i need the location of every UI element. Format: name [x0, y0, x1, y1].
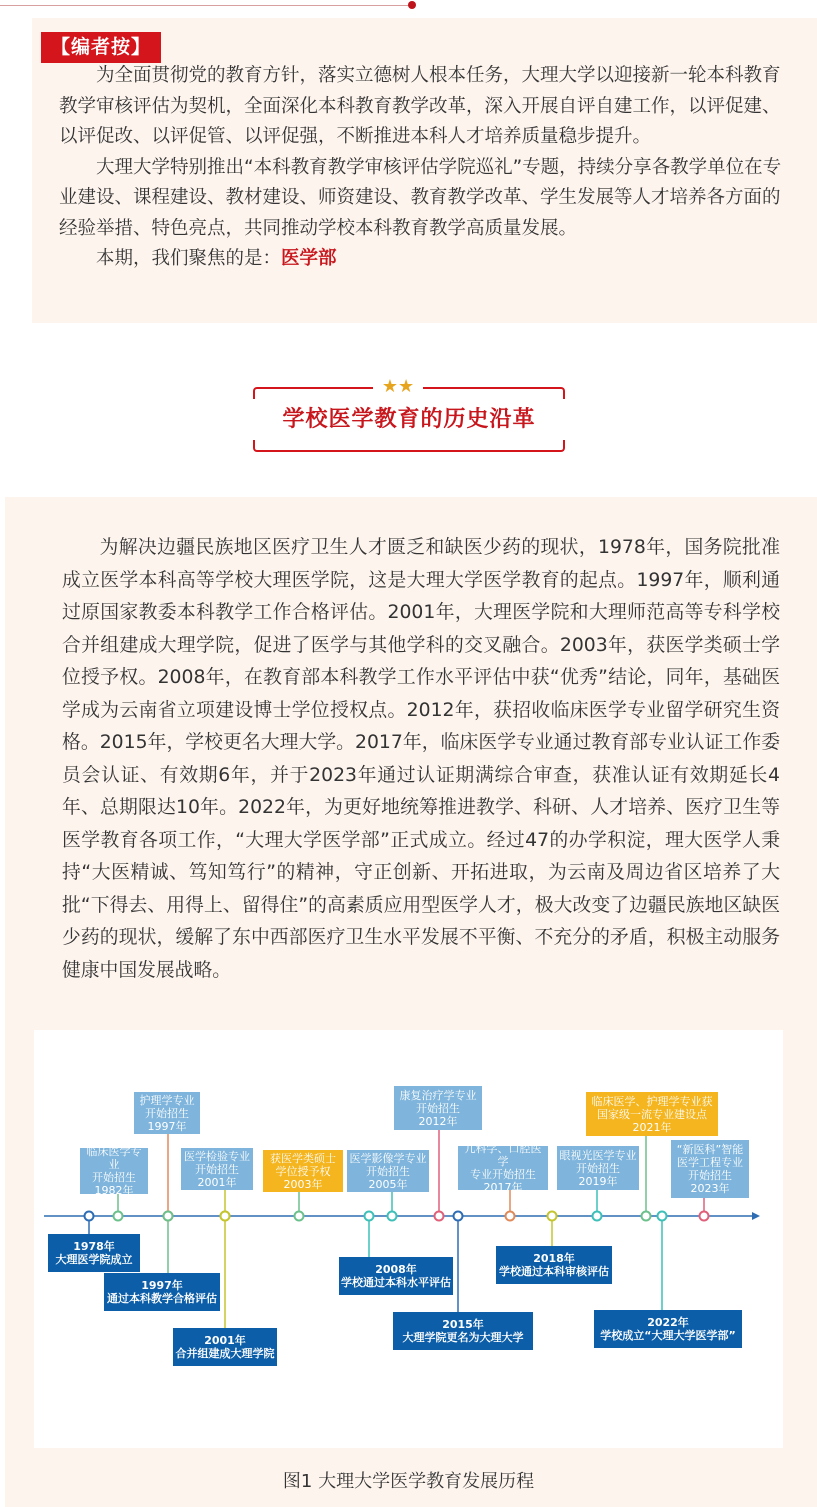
timeline-node [388, 1212, 397, 1221]
heading-frame-bottom [253, 440, 565, 452]
timeline-label-line: 开始招生 [145, 1106, 189, 1120]
timeline-node [164, 1212, 173, 1221]
timeline-label-line: 2001年 [197, 1175, 237, 1189]
timeline-label-line: 临床医学、护理学专业获 [591, 1094, 713, 1108]
timeline-lower-label [48, 1234, 140, 1272]
figure-caption: 图1 大理大学医学教育发展历程 [282, 1471, 535, 1492]
timeline-label-line: 眼视光医学专业 [559, 1148, 637, 1162]
timeline-arrow-icon [752, 1212, 760, 1220]
timeline-node [454, 1212, 463, 1221]
timeline-label-line: 2003年 [283, 1177, 323, 1191]
timeline-upper-label [394, 1086, 482, 1130]
top-divider-line [0, 5, 412, 6]
timeline-upper-label [347, 1150, 429, 1192]
timeline-label-line: 1982年 [94, 1184, 134, 1197]
timeline-upper-label [557, 1146, 639, 1190]
editor-note-text [59, 61, 797, 275]
timeline-label-line: 2023年 [690, 1182, 730, 1195]
timeline-label-line: 儿科学、口腔医学 [464, 1142, 542, 1168]
focus-highlight: 医学部 [281, 248, 337, 269]
timeline-label-line: 开始招生 [92, 1171, 136, 1184]
timeline-label-line: 学位授予权 [275, 1164, 331, 1178]
timeline-node [642, 1212, 651, 1221]
timeline-upper-label [134, 1092, 200, 1134]
timeline-lower-text: 大理医学院成立 [55, 1253, 133, 1266]
timeline-lower-label [104, 1273, 220, 1311]
timeline-lower-text: 学校通过本科审核评估 [499, 1265, 609, 1278]
timeline-label-line: 开始招生 [195, 1162, 239, 1176]
timeline-upper-label [671, 1140, 749, 1198]
timeline-node [593, 1212, 602, 1221]
timeline-label-line: 临床医学专业 [86, 1145, 142, 1171]
timeline-label-line: “新医科”智能 [676, 1143, 744, 1156]
timeline-label-line: 获医学类硕士 [270, 1151, 336, 1165]
star-icon [373, 375, 423, 399]
timeline-upper-label [181, 1148, 253, 1190]
timeline-label-line: 开始招生 [366, 1164, 410, 1178]
editor-note-paragraph-1: 为全面贯彻党的教育方针，落实立德树人根本任务，大理大学以迎接新一轮本科教育教学审核评估为契机，全面深化本科教育教学改革，深入开展自评自建工作，以评促建、以评促改、以评促管、以评促强，不断推进本科人才培养质量稳步提升。 [59, 65, 781, 147]
timeline-figure [34, 1030, 783, 1448]
history-text [62, 532, 780, 987]
timeline-lower-label [594, 1310, 742, 1348]
timeline-lower-year: 1997年 [141, 1279, 183, 1292]
timeline-node [548, 1212, 557, 1221]
timeline-label-line: 康复治疗学专业 [399, 1088, 477, 1102]
editor-note-tag: 【编者按】 [41, 32, 161, 63]
timeline-lower-label [393, 1312, 533, 1350]
timeline-node [700, 1212, 709, 1221]
timeline-label-line: 1997年 [147, 1119, 187, 1133]
timeline-lower-text: 大理学院更名为大理大学 [402, 1331, 524, 1344]
timeline-lower-text: 学校成立“大理大学医学部” [600, 1329, 736, 1342]
timeline-lower-year: 2008年 [375, 1263, 417, 1276]
timeline-lower-label [173, 1328, 277, 1366]
timeline-label-line: 2019年 [578, 1174, 618, 1188]
timeline-lower-text: 合并组建成大理学院 [175, 1347, 275, 1360]
timeline-node [365, 1212, 374, 1221]
timeline-label-line: 医学检验专业 [184, 1149, 250, 1163]
timeline-node [506, 1212, 515, 1221]
focus-prefix: 本期，我们聚焦的是： [96, 248, 282, 269]
timeline-lower-text: 学校通过本科水平评估 [341, 1276, 451, 1289]
timeline-lower-text: 通过本科教学合格评估 [107, 1292, 217, 1305]
timeline-label-line: 护理学专业 [139, 1093, 195, 1107]
timeline-label-line: 国家级一流专业建设点 [597, 1107, 707, 1121]
timeline-lower-year: 2022年 [647, 1316, 689, 1329]
timeline-label-line: 开始招生 [416, 1101, 460, 1115]
timeline-upper-label [80, 1145, 148, 1197]
timeline-label-line: 2005年 [368, 1177, 408, 1191]
timeline-label-line: 专业开始招生 [470, 1168, 536, 1181]
timeline-label-line: 2017年 [483, 1181, 523, 1194]
timeline-node [658, 1212, 667, 1221]
timeline-upper-label [586, 1092, 718, 1136]
timeline-node [85, 1212, 94, 1221]
heading-stars: ★★ [381, 376, 415, 397]
timeline-label-line: 医学工程专业 [677, 1156, 743, 1169]
timeline-node [114, 1212, 123, 1221]
timeline-label-line: 2021年 [632, 1120, 672, 1134]
timeline-label-line: 开始招生 [688, 1169, 732, 1182]
timeline-node [435, 1212, 444, 1221]
timeline-lower-year: 2018年 [533, 1252, 575, 1265]
timeline-upper-label [263, 1150, 343, 1192]
timeline-upper-label [458, 1142, 548, 1194]
timeline-lower-year: 1978年 [73, 1240, 115, 1253]
section-heading [253, 375, 565, 452]
timeline-label-line: 2012年 [418, 1114, 458, 1128]
timeline-node [295, 1212, 304, 1221]
timeline-lower-year: 2015年 [442, 1318, 484, 1331]
history-paragraph: 为解决边疆民族地区医疗卫生人才匮乏和缺医少药的现状，1978年，国务院批准成立医学本科高等学校大理医学院，这是大理大学医学教育的起点。1997年，顺利通过原国家教委本科教学工作合格评估。2001年，大理医学院和大理师范高等专科学校合并组建成大理学院，促进了医学与其他学科的交叉融合。2003年，获医学类硕士学位授予权。2008年，在教育部本科教学工作水平评估中获“优秀”结论，同年，基础医学成为云南省立项建设博士学位授权点。2012年，获招收临床医学专业留学研究生资格。2015年，学校更名大理大学。2017年，临床医学专业通过教育部专业认证工作委员会认证、有效期6年，并于2023年通过认证期满综合审查，获准认证有效期延长4年、总期限达10年。2022年，为更好地统筹推进教学、科研、人才培养、医疗卫生等医学教育各项工作，“大理大学医学部”正式成立。经过47的办学积淀，理大医学人秉持“大医精诚、笃知笃行”的精神，守正创新、开拓进取，为云南及周边省区培养了大批“下得去、用得上、留得住”的高素质应用型医学人才，极大改变了边疆民族地区缺医少药的现状，缓解了东中西部医疗卫生水平发展不平衡、不充分的矛盾，积极主动服务健康中国发展战略。 [62, 537, 780, 981]
timeline-node [221, 1212, 230, 1221]
timeline-lower-label [496, 1246, 612, 1284]
timeline-lower-year: 2001年 [204, 1334, 246, 1347]
timeline-lower-label [339, 1257, 453, 1295]
editor-note-paragraph-2: 大理大学特别推出“本科教育教学审核评估学院巡礼”专题，持续分享各教学单位在专业建设、课程建设、教材建设、师资建设、教育教学改革、学生发展等人才培养各方面的经验举措、特色亮点，共同推动学校本科教育教学高质量发展。 [59, 156, 782, 239]
section-title: 学校医学教育的历史沿革 [282, 407, 536, 432]
timeline-label-line: 开始招生 [576, 1161, 620, 1175]
top-divider-dot [408, 1, 416, 9]
editor-note-focus [59, 244, 797, 275]
timeline-label-line: 医学影像学专业 [349, 1151, 427, 1165]
